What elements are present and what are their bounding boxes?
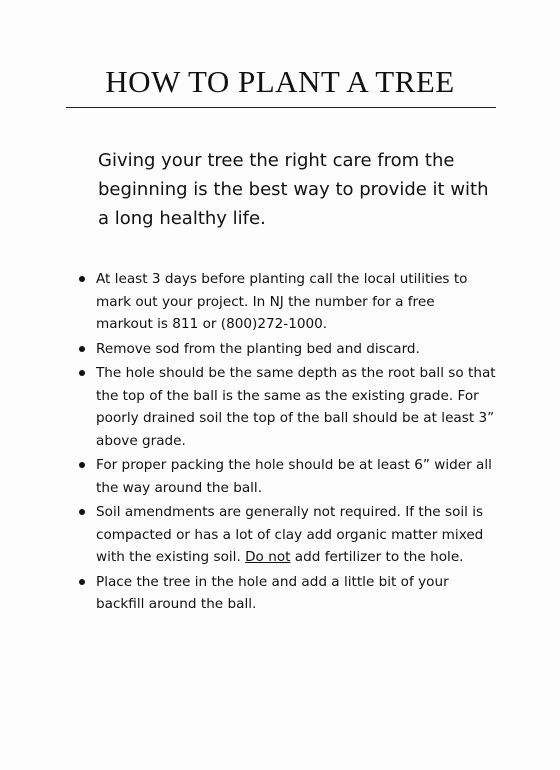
- bullet-dot-icon: [79, 276, 85, 282]
- list-item-line: Place the tree in the hole and add a little bit of your: [96, 573, 449, 590]
- list-item: [76, 501, 516, 569]
- list-item-line: backfill around the ball.: [96, 596, 257, 612]
- title-underline-rule: [66, 107, 496, 108]
- intro-paragraph: [98, 146, 528, 233]
- list-item-text: with the existing soil.: [96, 549, 246, 565]
- list-item-text: add fertilizer to the hole.: [290, 549, 464, 565]
- underlined-emphasis: Do not: [245, 549, 291, 565]
- list-item-line: poorly drained soil the top of the ball should be at least 3”: [96, 410, 495, 426]
- list-item-line: Remove sod from the planting bed and discard.: [96, 340, 420, 357]
- bullet-dot-icon: [79, 370, 85, 376]
- list-item-line: Soil amendments are generally not required. If the soil is: [96, 504, 484, 520]
- list-item-line: For proper packing the hole should be at least 6” wider all: [96, 457, 492, 473]
- list-item: [76, 338, 516, 361]
- list-item: [76, 362, 516, 452]
- list-item-line: the top of the ball is the same as the existing grade. For: [96, 387, 479, 404]
- intro-line: beginning is the best way to provide it with: [98, 179, 489, 200]
- bullet-dot-icon: [79, 579, 85, 585]
- intro-line: a long healthy life.: [98, 208, 266, 229]
- list-item: [76, 268, 516, 336]
- list-item-line: The hole should be the same depth as the root ball so that: [96, 365, 496, 381]
- instruction-list: [76, 268, 516, 618]
- bullet-dot-icon: [79, 509, 85, 515]
- list-item: [76, 454, 516, 499]
- list-item-line: markout is 811 or (800)272-1000.: [96, 316, 328, 332]
- list-item-line: compacted or has a lot of clay add organic matter mixed: [96, 526, 484, 543]
- page-title: HOW TO PLANT A TREE: [105, 64, 455, 99]
- intro-line: Giving your tree the right care from the: [98, 150, 455, 171]
- list-item-line: above grade.: [96, 432, 186, 449]
- list-item: [76, 571, 516, 616]
- list-item-line: [96, 546, 516, 569]
- bullet-dot-icon: [79, 346, 85, 352]
- bullet-dot-icon: [79, 462, 85, 468]
- list-item-line: mark out your project. In NJ the number for a free: [96, 293, 435, 310]
- list-item-line: the way around the ball.: [96, 479, 263, 496]
- list-item-line: At least 3 days before planting call the local utilities to: [96, 271, 468, 287]
